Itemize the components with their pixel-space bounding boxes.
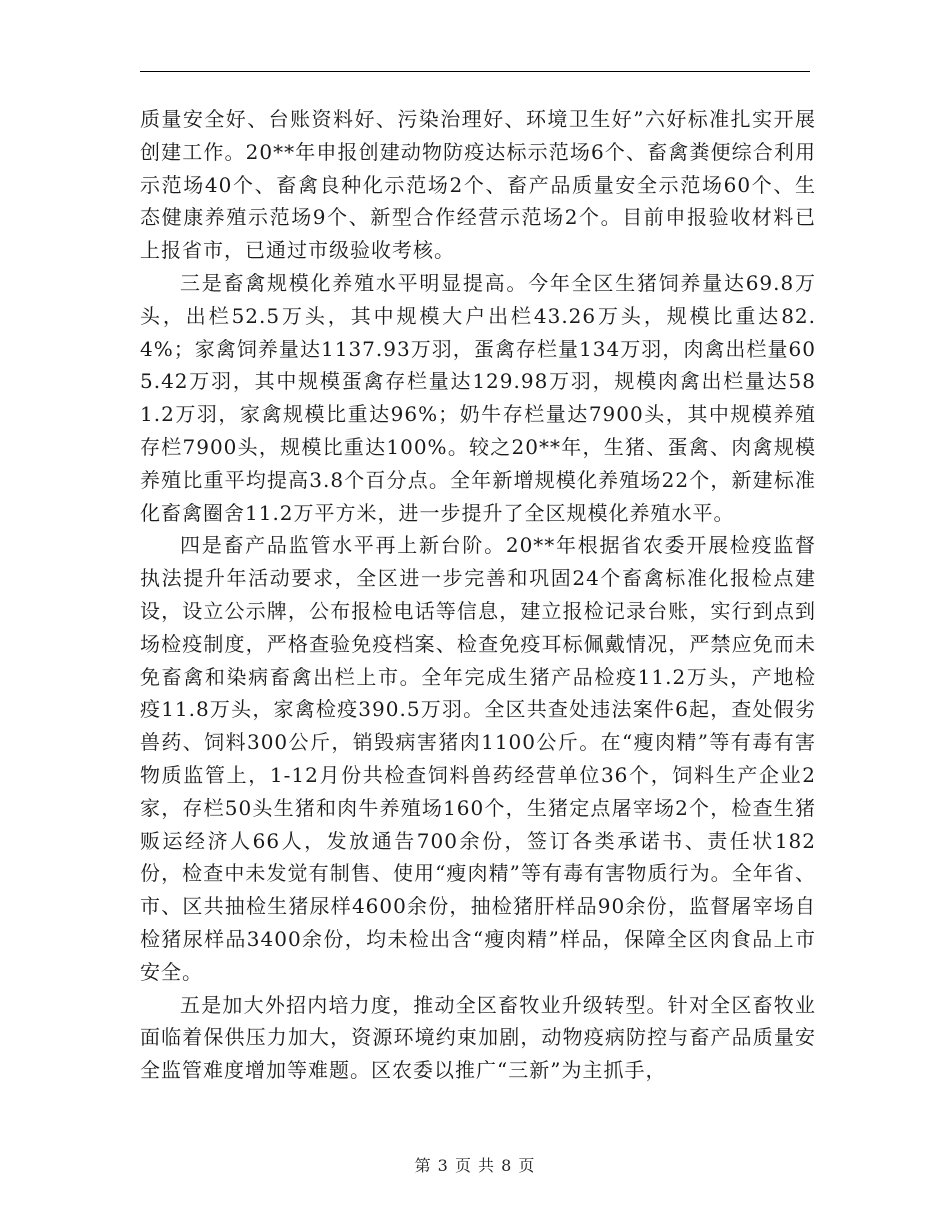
paragraph-1: 质量安全好、台账资料好、污染治理好、环境卫生好”六好标准扎实开展创建工作。20**年申报创建动物防疫达标示范场6个、畜禽粪便综合利用示范场40个、畜禽良种化示范场2个、畜产品质量安全示范场60个、生态健康养殖示范场9个、新型合作经营示范场2个。目前申报验收材料已上报省市，已通过市级验收考核。 xyxy=(140,107,816,263)
paragraph-4: 五是加大外招内培力度，推动全区畜牧业升级转型。针对全区畜牧业面临着保供压力加大，资源环境约束加剧，动物疫病防控与畜产品质量安全监管难度增加等难题。区农委以推广“三新”为主抓手， xyxy=(140,992,816,1083)
document-body xyxy=(140,103,816,1087)
paragraph-3: 四是畜产品监管水平再上新台阶。20**年根据省农委开展检疫监督执法提升年活动要求，全区进一步完善和巩固24个畜禽标准化报检点建设，设立公示牌，公布报检电话等信息，建立报检记录台账，实行到点到场检疫制度，严格查验免疫档案、检查免疫耳标佩戴情况，严禁应免而未免畜禽和染病畜禽出栏上市。全年完成生猪产品检疫11.2万头，产地检疫11.8万头，家禽检疫390.5万羽。全区共查处违法案件6起，查处假劣兽药、饲料300公斤，销毁病害猪肉1100公斤。在“瘦肉精”等有毒有害物质监管上，1-12月份共检查饲料兽药经营单位36个，饲料生产企业2家，存栏50头生猪和肉牛养殖场160个，生猪定点屠宰场2个，检查生猪贩运经济人66人，发放通告700余份，签订各类承诺书、责任状182份，检查中未发觉有制售、使用“瘦肉精”等有毒有害物质行为。全年省、市、区共抽检生猪尿样4600余份，抽检猪肝样品90余份，监督屠宰场自检猪尿样品3400余份，均未检出含“瘦肉精”样品，保障全区肉食品上市安全。 xyxy=(140,533,816,984)
paragraph-2: 三是畜禽规模化养殖水平明显提高。今年全区生猪饲养量达69.8万头，出栏52.5万头，其中规模大户出栏43.26万头，规模比重达82.4%；家禽饲养量达1137.93万羽，蛋禽存栏量134万羽，肉禽出栏量605.42万羽，其中规模蛋禽存栏量达129.98万羽，规模肉禽出栏量达581.2万羽，家禽规模比重达96%；奶牛存栏量达7900头，其中规模养殖存栏7900头，规模比重达100%。较之20**年，生猪、蛋禽、肉禽规模养殖比重平均提高3.8个百分点。全年新增规模化养殖场22个，新建标准化畜禽圈舍11.2万平方米，进一步提升了全区规模化养殖水平。 xyxy=(140,270,816,525)
header-rule xyxy=(140,71,810,72)
page-number: 第 3 页 共 8 页 xyxy=(414,1156,536,1175)
